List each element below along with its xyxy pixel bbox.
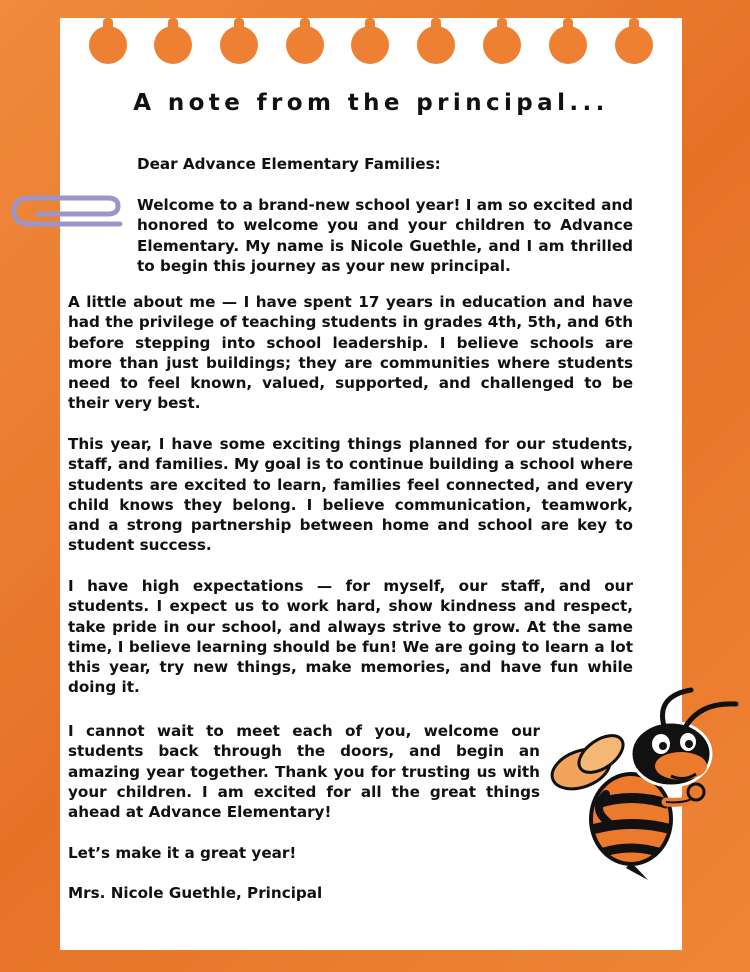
binder-ring-stem bbox=[431, 18, 441, 42]
paragraph-welcome: Welcome to a brand-new school year! I am so excited and honored to welcome you and your children to Advance Elementary. My name is Nicole Guethle, and I am thrilled to begin this journey as your new principal. bbox=[137, 196, 633, 275]
paragraph-about-me: A little about me — I have spent 17 years in education and have had the privilege of teaching students in grades 4th, 5th, and 6th before stepping into school leadership. I believe schools are more than just buildings; they are communities where students need to feel known, valued, supported, and challenged to be their very best. bbox=[68, 293, 634, 413]
binder-ring-stem bbox=[497, 18, 507, 42]
paper-clip-icon bbox=[8, 184, 128, 240]
page-title: A note from the principal... bbox=[133, 90, 609, 116]
binder-ring-stem bbox=[300, 18, 310, 42]
binder-ring-stem bbox=[629, 18, 639, 42]
binder-ring-stem bbox=[103, 18, 113, 42]
paragraph-this-year: This year, I have some exciting things planned for our students, staff, and families. My goal is to continue building a school where students are excited to learn, families feel connected, and every child knows they belong. I believe communication, teamwork, and a strong partnership between home and school are key to student success. bbox=[68, 435, 633, 555]
binder-ring-stem bbox=[365, 18, 375, 42]
salutation: Dear Advance Elementary Families: bbox=[137, 155, 441, 173]
binder-ring-stem bbox=[234, 18, 244, 42]
binder-ring-stem bbox=[168, 18, 178, 42]
paragraph-closing-message: I cannot wait to meet each of you, welcome our students back through the doors, and begin an amazing year together. Thank you for trusting us with your children. I am excited for all the great things ahead at Advance Elementary! bbox=[68, 722, 540, 822]
paragraph-expectations: I have high expectations — for myself, our staff, and our students. I expect us to work hard, show kindness and respect, take pride in our school, and always strive to grow. At the same time, I believe learning should be fun! We are going to learn a lot this year, try new things, make memories, and have fun while doing it. bbox=[68, 577, 633, 697]
binder-ring-stem bbox=[563, 18, 573, 42]
closing-line: Let’s make it a great year! bbox=[68, 844, 297, 862]
hornet-mascot-icon bbox=[546, 684, 746, 884]
signature: Mrs. Nicole Guethle, Principal bbox=[68, 884, 323, 902]
